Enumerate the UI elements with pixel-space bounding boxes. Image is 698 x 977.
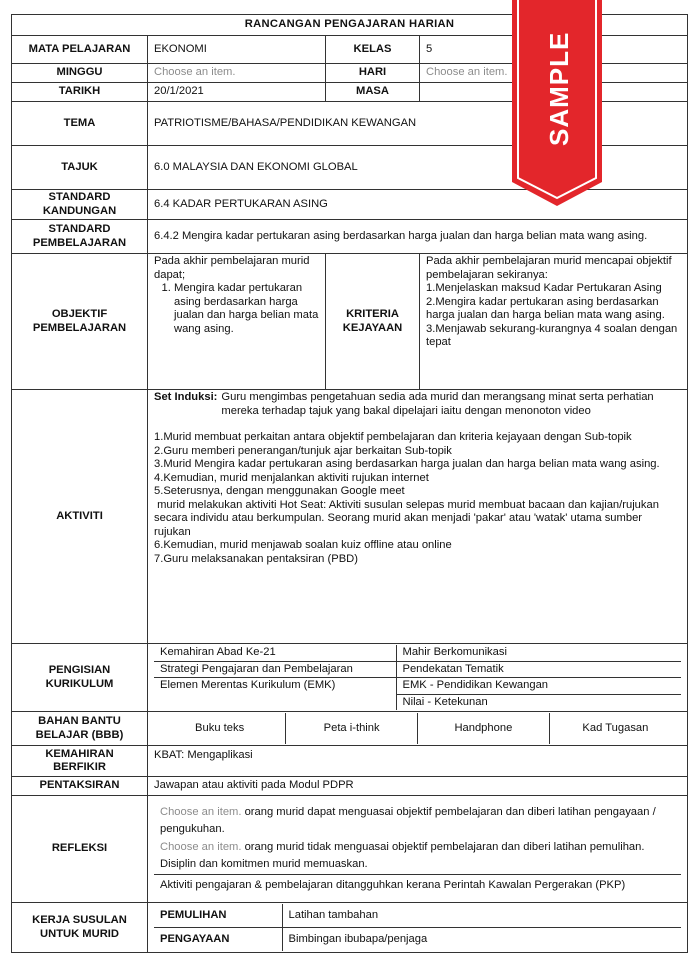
bbb-content <box>148 712 688 746</box>
bbb-table <box>154 713 681 744</box>
pengisian-item-label: Strategi Pengajaran dan Pembelajaran <box>154 661 396 678</box>
minggu-label: MINGGU <box>12 64 148 83</box>
refleksi-dropdown-2[interactable]: Choose an item. <box>160 841 242 854</box>
aktiviti-steps <box>154 431 681 566</box>
aktiviti-step: murid melakukan aktiviti Hot Seat: Aktiviti susulan selepas murid membuat bacaan dan kajian/rujukan secara individu atau berkumpulan. Seorang murid akan menjadi 'pakar' atau 'watak' utama sumber rujukan <box>154 498 663 538</box>
kelas-value[interactable]: 5 <box>420 36 688 64</box>
tema-label: TEMA <box>12 102 148 146</box>
pengisian-item-value[interactable]: EMK - Pendidikan Kewangan <box>396 678 681 695</box>
minggu-dropdown[interactable]: Choose an item. <box>148 64 326 83</box>
pengisian-label: PENGISIAN KURIKULUM <box>12 644 148 712</box>
pengisian-row <box>154 678 681 695</box>
set-induksi <box>154 391 681 418</box>
aktiviti-content[interactable] <box>148 390 688 644</box>
standard-pembelajaran-label: STANDARD PEMBELAJARAN <box>12 220 148 254</box>
aktiviti-step: 5.Seterusnya, dengan menggunakan Google meet <box>154 485 405 497</box>
tajuk-label: TAJUK <box>12 146 148 190</box>
set-induksi-text: Guru mengimbas pengetahuan sedia ada murid dan merangsang minat serta perhatian mereka terhadap tajuk yang bakal dipelajari iaitu dengan menonoton video <box>221 391 654 417</box>
pengisian-item-value[interactable]: Nilai - Ketekunan <box>396 694 681 710</box>
hari-label: HARI <box>326 64 420 83</box>
bbb-label: BAHAN BANTU BELAJAR (BBB) <box>12 712 148 746</box>
standard-kandungan-label: STANDARD KANDUNGAN <box>12 190 148 220</box>
kriteria-intro: Pada akhir pembelajaran murid mencapai objektif pembelajaran sekiranya: <box>426 255 672 281</box>
kriteria-label: KRITERIA KEJAYAAN <box>326 254 420 390</box>
aktiviti-step: 7.Guru melaksanakan pentaksiran (PBD) <box>154 552 358 565</box>
aktiviti-step: 4.Kemudian, murid menjalankan aktiviti rujukan internet <box>154 471 429 484</box>
bbb-item[interactable]: Kad Tugasan <box>549 713 681 744</box>
kemahiran-berfikir-value[interactable]: KBAT: Mengaplikasi <box>148 746 688 777</box>
kerja-susulan-content <box>148 903 688 953</box>
pengisian-row <box>154 645 681 661</box>
aktiviti-step: 2.Guru memberi penerangan/tunjuk ajar berkaitan Sub-topik <box>154 444 452 457</box>
refleksi-content <box>148 796 688 903</box>
tajuk-value[interactable]: 6.0 MALAYSIA DAN EKONOMI GLOBAL <box>148 146 688 190</box>
kriteria-item: 2.Mengira kadar pertukaran asing berdasarkan harga jualan dan harga belian mata wang asing. <box>426 295 665 321</box>
refleksi-line-1-text: orang murid dapat menguasai objektif pembelajaran dan diberi latihan pengayaan / pengukuhan. <box>160 806 656 835</box>
kriteria-list <box>426 282 681 350</box>
aktiviti-step: 6.Kemudian, murid menjawab soalan kuiz offline atau online <box>154 539 452 551</box>
pengisian-item-value[interactable]: Pendekatan Tematik <box>396 661 681 678</box>
kelas-label: KELAS <box>326 36 420 64</box>
objektif-item: 1. Mengira kadar pertukaran asing berdasarkan harga jualan dan harga belian mata wang asing. <box>174 282 319 336</box>
refleksi-lines[interactable] <box>154 802 681 875</box>
document-title: RANCANGAN PENGAJARAN HARIAN <box>12 15 688 36</box>
refleksi-line-1 <box>160 804 675 837</box>
bbb-item[interactable]: Handphone <box>418 713 550 744</box>
kriteria-item: 1.Menjelaskan maksud Kadar Pertukaran Asing <box>426 282 662 294</box>
refleksi-line-2 <box>160 839 675 872</box>
sample-watermark-ribbon <box>512 0 602 206</box>
kerja-susulan-label: KERJA SUSULAN UNTUK MURID <box>12 903 148 953</box>
refleksi-note[interactable]: Aktiviti pengajaran & pembelajaran ditangguhkan kerana Perintah Kawalan Pergerakan (PKP) <box>160 879 626 892</box>
objektif-content[interactable] <box>148 254 326 390</box>
tarikh-label: TARIKH <box>12 83 148 102</box>
pengayaan-value[interactable]: Bimbingan ibubapa/penjaga <box>282 928 681 952</box>
set-induksi-label: Set Induksi: <box>154 391 218 403</box>
pengayaan-label: PENGAYAAN <box>154 928 282 952</box>
tema-value[interactable]: PATRIOTISME/BAHASA/PENDIDIKAN KEWANGAN <box>148 102 688 146</box>
pengisian-item-label: Elemen Merentas Kurikulum (EMK) <box>154 678 396 711</box>
masa-label: MASA <box>326 83 420 102</box>
objektif-intro: Pada akhir pembelajaran murid dapat; <box>154 255 310 281</box>
pengisian-item-label: Kemahiran Abad Ke-21 <box>154 645 396 661</box>
mata-pelajaran-label: MATA PELAJARAN <box>12 36 148 64</box>
kriteria-item: 3.Menjawab sekurang-kurangnya 4 soalan dengan tepat <box>426 322 678 348</box>
kriteria-content[interactable] <box>420 254 688 390</box>
objektif-list <box>154 282 319 336</box>
pengisian-row <box>154 661 681 678</box>
bbb-item[interactable]: Peta i-think <box>286 713 418 744</box>
bbb-item[interactable]: Buku teks <box>154 713 286 744</box>
tarikh-value[interactable]: 20/1/2021 <box>148 83 326 102</box>
sample-watermark-text: SAMPLE <box>544 31 574 146</box>
aktiviti-label: AKTIVITI <box>12 390 148 644</box>
pengisian-content <box>148 644 688 712</box>
aktiviti-step: 1.Murid membuat perkaitan antara objektif pembelajaran dan kriteria kejayaan dengan Sub-topik <box>154 431 632 443</box>
pemulihan-label: PEMULIHAN <box>154 904 282 928</box>
pengisian-table <box>154 645 681 710</box>
mata-pelajaran-value[interactable]: EKONOMI <box>148 36 326 64</box>
objektif-label: OBJEKTIF PEMBELAJARAN <box>12 254 148 390</box>
standard-pembelajaran-value[interactable]: 6.4.2 Mengira kadar pertukaran asing berdasarkan harga jualan dan harga belian mata wang asing. <box>148 220 688 254</box>
hari-dropdown[interactable]: Choose an item. <box>420 64 688 83</box>
refleksi-dropdown-1[interactable]: Choose an item. <box>160 806 242 819</box>
pentaksiran-label: PENTAKSIRAN <box>12 777 148 796</box>
aktiviti-step: 3.Murid Mengira kadar pertukaran asing berdasarkan harga jualan dan harga belian mata wang asing. <box>154 458 660 470</box>
standard-kandungan-value[interactable]: 6.4 KADAR PERTUKARAN ASING <box>148 190 688 220</box>
pemulihan-value[interactable]: Latihan tambahan <box>282 904 681 928</box>
pentaksiran-value[interactable]: Jawapan atau aktiviti pada Modul PDPR <box>148 777 688 796</box>
kemahiran-berfikir-label: KEMAHIRAN BERFIKIR <box>12 746 148 777</box>
pengisian-item-value[interactable]: Mahir Berkomunikasi <box>396 645 681 661</box>
refleksi-line-2-text: orang murid tidak menguasai objektif pembelajaran dan diberi latihan pemulihan. Disiplin dan komitmen murid memuaskan. <box>160 841 645 870</box>
kerja-susulan-table <box>154 904 681 951</box>
refleksi-label: REFLEKSI <box>12 796 148 903</box>
